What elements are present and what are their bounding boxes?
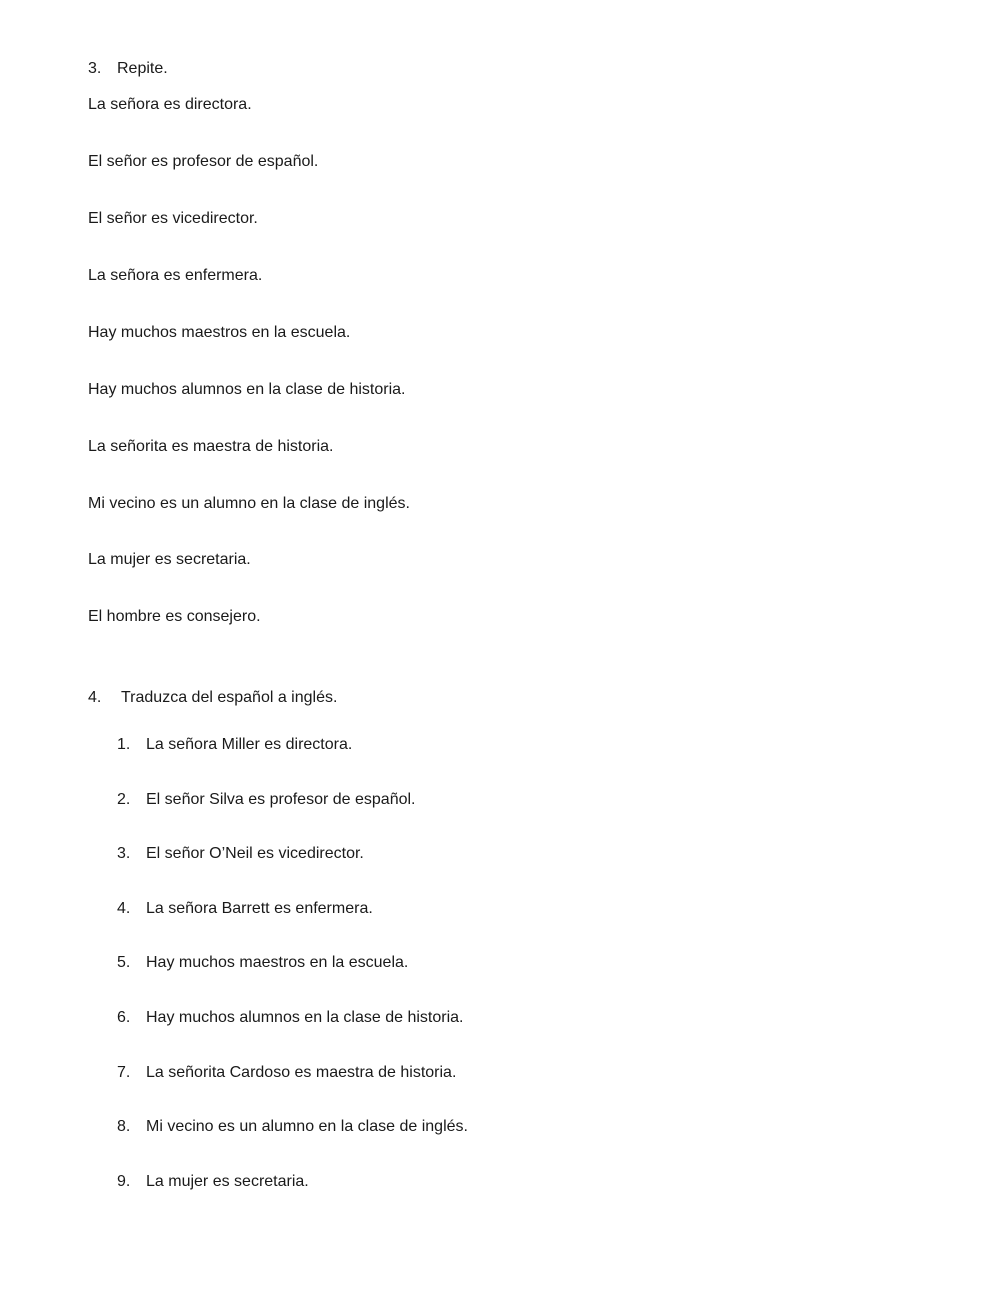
section-4-title: Traduzca del español a inglés. [121, 689, 338, 706]
item-text: Hay muchos alumnos en la clase de historia. [146, 1009, 464, 1026]
repeat-line: La señora es directora. [88, 96, 252, 113]
translate-item [117, 1117, 468, 1137]
item-number: 2. [117, 791, 131, 808]
section-4-heading [88, 688, 337, 708]
translate-item [117, 1172, 309, 1192]
repeat-line: La mujer es secretaria. [88, 551, 251, 568]
item-number: 9. [117, 1173, 131, 1190]
repeat-line: El señor es profesor de español. [88, 153, 319, 170]
item-number: 4. [117, 900, 131, 917]
translate-item [117, 790, 415, 810]
translate-item [117, 899, 373, 919]
section-4-number: 4. [88, 689, 102, 706]
repeat-line: La señorita es maestra de historia. [88, 438, 334, 455]
item-text: El señor Silva es profesor de español. [146, 791, 416, 808]
repeat-line: Hay muchos maestros en la escuela. [88, 324, 351, 341]
item-number: 3. [117, 845, 131, 862]
item-number: 6. [117, 1009, 131, 1026]
repeat-line: La señora es enfermera. [88, 267, 263, 284]
item-text: La señorita Cardoso es maestra de historia. [146, 1064, 457, 1081]
item-text: Mi vecino es un alumno en la clase de inglés. [146, 1118, 468, 1135]
item-text: La señora Barrett es enfermera. [146, 900, 373, 917]
translate-item [117, 1008, 464, 1028]
section-3-title: Repite. [117, 60, 168, 77]
section-3-heading [88, 59, 168, 79]
item-text: El señor O’Neil es vicedirector. [146, 845, 364, 862]
item-text: Hay muchos maestros en la escuela. [146, 954, 409, 971]
translate-item [117, 953, 408, 973]
item-number: 8. [117, 1118, 131, 1135]
item-number: 5. [117, 954, 131, 971]
item-number: 1. [117, 736, 131, 753]
translate-item [117, 735, 352, 755]
repeat-line: El hombre es consejero. [88, 608, 261, 625]
repeat-line: El señor es vicedirector. [88, 210, 258, 227]
translate-item [117, 1063, 456, 1083]
repeat-line: Hay muchos alumnos en la clase de historia. [88, 381, 406, 398]
item-number: 7. [117, 1064, 131, 1081]
repeat-line: Mi vecino es un alumno en la clase de inglés. [88, 495, 410, 512]
translate-item [117, 844, 364, 864]
item-text: La señora Miller es directora. [146, 736, 353, 753]
section-3-number: 3. [88, 60, 102, 77]
item-text: La mujer es secretaria. [146, 1173, 309, 1190]
